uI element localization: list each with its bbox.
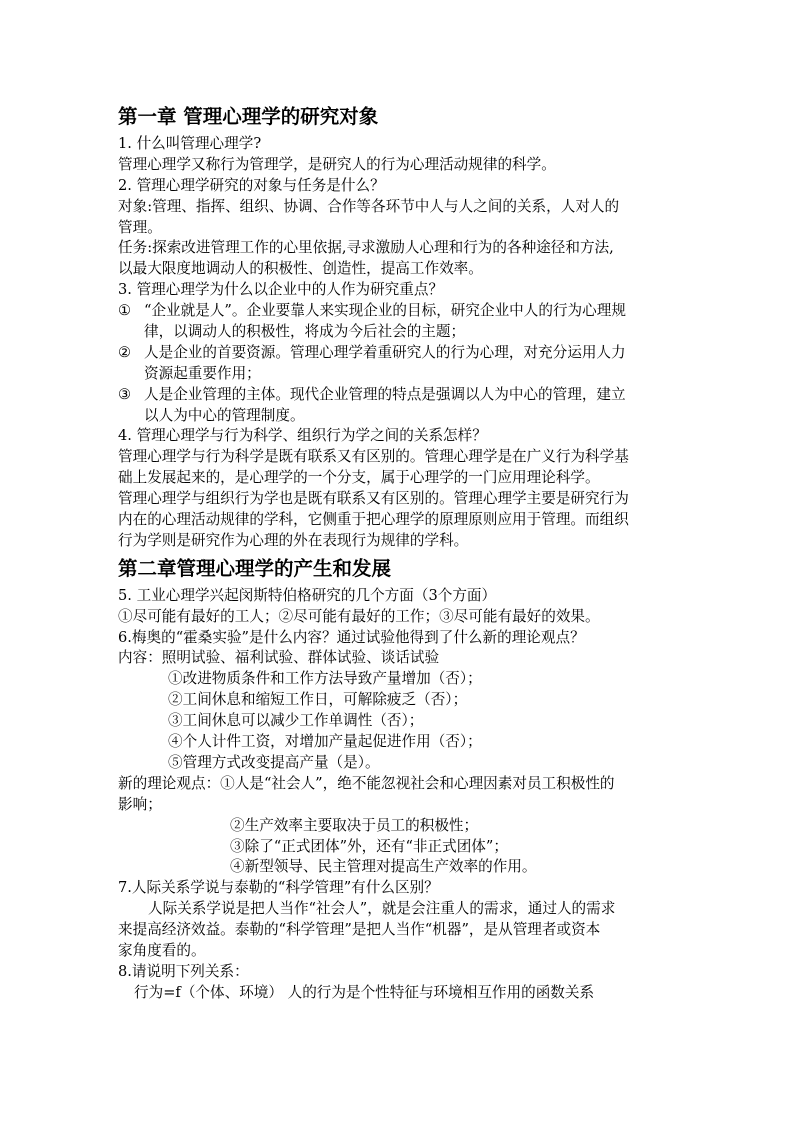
list-item-text: 人是企业管理的主体。现代企业管理的特点是强调以人为中心的管理，建立 — [144, 385, 626, 403]
question-1: 1. 什么叫管理心理学? — [118, 135, 262, 152]
list-item: ③除了“正式团体”外，还有“非正式团体”； — [230, 837, 508, 855]
answer-8-line1: 行为=f（个体、环境） 人的行为是个性特征与环境相互作用的函数关系 — [134, 983, 595, 1001]
list-item-number: ① — [118, 302, 132, 320]
answer-6-content: 内容：照明试验、福利试验、群体试验、谈话试验 — [118, 649, 440, 667]
chapter2-title: 第二章管理心理学的产生和发展 — [118, 556, 392, 580]
answer-5: ①尽可能有最好的工人；②尽可能有最好的工作；③尽可能有最好的效果。 — [118, 607, 600, 625]
list-item: ②生产效率主要取决于员工的积极性； — [230, 816, 479, 834]
question-5: 5. 工业心理学兴起闵斯特伯格研究的几个方面（3个方面） — [118, 586, 497, 604]
answer-6-theory-line2: 影响； — [118, 795, 162, 813]
answer-7-line1: 人际关系学说是把人当作“社会人”，就是会注重人的需求，通过人的需求 — [148, 900, 616, 918]
list-item-continuation: 资源起重要作用； — [144, 364, 261, 382]
list-item-number: ③ — [118, 385, 132, 403]
question-3: 3. 管理心理学为什么以企业中的人作为研究重点？ — [118, 281, 444, 299]
answer-6-theory-line1: 新的理论观点：①人是“社会人”，绝不能忽视社会和心理因素对员工积极性的 — [118, 774, 615, 792]
question-4: 4. 管理心理学与行为科学、组织行为学之间的关系怎样？ — [118, 427, 487, 445]
list-item-text: 人是企业的首要资源。管理心理学着重研究人的行为心理，对充分运用人力 — [144, 343, 626, 361]
chapter1-title: 第一章 管理心理学的研究对象 — [118, 105, 379, 128]
list-item — [118, 301, 678, 322]
answer-2-object-line1: 对象:管理、指挥、组织、协调、合作等各环节中人与人之间的关系，人对人的 — [118, 197, 620, 215]
list-item-text: “企业就是人”。企业要靠人来实现企业的目标，研究企业中人的行为心理规 — [144, 302, 626, 320]
answer-2-task-line2: 以最大限度地调动人的积极性、创造性，提高工作效率。 — [118, 260, 483, 278]
list-item: ④个人计件工资，对增加产量起促进作用（否）； — [168, 733, 482, 751]
question-8: 8.请说明下列关系： — [118, 962, 249, 980]
list-item — [118, 343, 678, 364]
question-2: 2. 管理心理学研究的对象与任务是什么？ — [118, 176, 385, 194]
list-item — [118, 385, 678, 406]
document-page — [118, 102, 678, 1004]
answer-4-line5: 行为学则是研究作为心理的外在表现行为规律的学科。 — [118, 531, 469, 549]
answer-4-line4: 内在的心理活动规律的学科，它侧重于把心理学的原理原则应用于管理。而组织 — [118, 511, 629, 529]
answer-4-line3: 管理心理学与组织行为学也是既有联系又有区别的。管理心理学主要是研究行为 — [118, 490, 629, 508]
answer-2-task-line1: 任务:探索改进管理工作的心里依据,寻求激励人心理和行为的各种途径和方法, — [118, 239, 614, 257]
list-item: ⑤管理方式改变提高产量（是）。 — [168, 753, 380, 771]
answer-7-line2: 来提高经济效益。泰勒的“科学管理”是把人当作“机器”，是从管理者或资本 — [118, 921, 601, 939]
answer-2-object-line2: 管理。 — [118, 218, 162, 236]
answer-4-line2: 础上发展起来的，是心理学的一个分支，属于心理学的一门应用理论科学。 — [118, 469, 600, 487]
list-item: ③工间休息可以减少工作单调性（否）； — [168, 712, 424, 730]
list-item: ①改进物质条件和工作方法导致产量增加（否）； — [168, 670, 482, 688]
answer-4-line1: 管理心理学与行为科学是既有联系又有区别的。管理心理学是在广义行为科学基 — [118, 448, 629, 466]
answer-1: 管理心理学又称行为管理学，是研究人的行为心理活动规律的科学。 — [118, 155, 556, 173]
list-item-continuation: 以人为中心的管理制度。 — [144, 406, 305, 424]
list-item-number: ② — [118, 343, 132, 361]
list-item: ②工间休息和缩短工作日，可解除疲乏（否）； — [168, 691, 468, 709]
list-item-continuation: 律，以调动人的积极性，将成为今后社会的主题； — [144, 323, 466, 341]
question-7: 7.人际关系学说与泰勒的“科学管理”有什么区别？ — [118, 879, 439, 897]
question-6: 6.梅奥的“霍桑实验”是什么内容？通过试验他得到了什么新的理论观点？ — [118, 628, 585, 646]
list-item: ④新型领导、民主管理对提高生产效率的作用。 — [230, 858, 537, 876]
answer-7-line3: 家角度看的。 — [118, 941, 206, 959]
